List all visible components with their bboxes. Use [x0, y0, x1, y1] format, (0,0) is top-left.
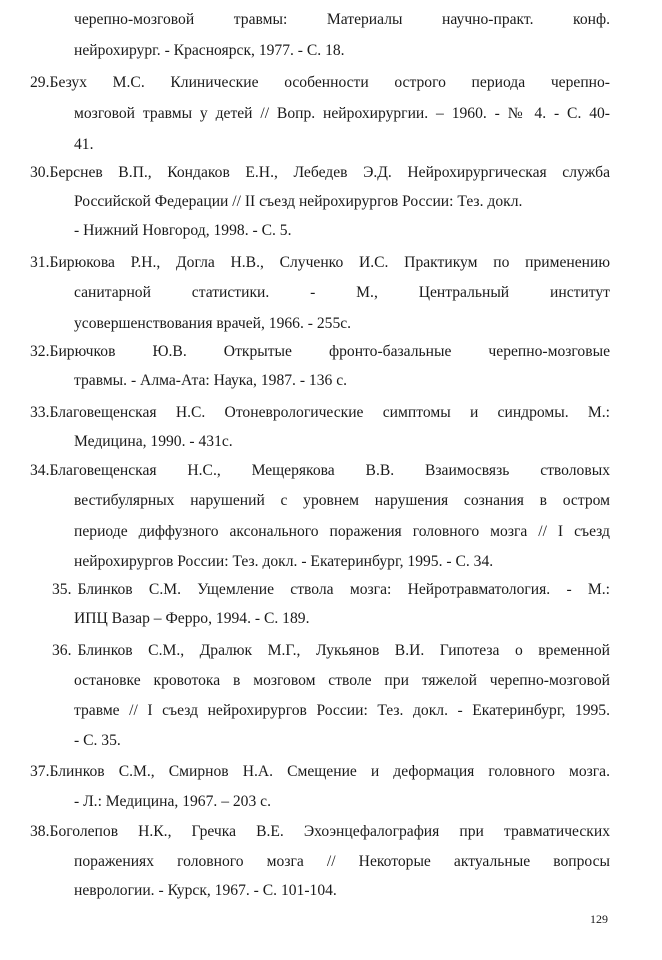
reference-number: 33.	[30, 404, 50, 421]
reference-line: санитарной статистики. - М., Центральный институт	[74, 284, 610, 301]
reference-line: вестибулярных нарушений с уровнем нарушения сознания в остром	[74, 492, 610, 509]
reference-line: усовершенствования врачей, 1966. - 255с.	[74, 315, 352, 332]
reference-line-first	[30, 461, 610, 481]
reference-line-first	[30, 403, 610, 423]
reference-number: 32.	[30, 343, 50, 360]
page-number: 129	[590, 912, 608, 926]
reference-line: - С. 35.	[74, 732, 121, 749]
reference-line-first	[30, 822, 610, 842]
reference-line: неврологии. - Курск, 1967. - С. 101-104.	[74, 882, 337, 899]
reference-text: Блинков С.М., Смирнов Н.А. Смещение и деформация головного мозга.	[49, 763, 610, 780]
reference-number: 37.	[30, 763, 50, 780]
reference-line-first	[30, 641, 610, 661]
reference-line: ИПЦ Вазар – Ферро, 1994. - С. 189.	[74, 610, 310, 627]
reference-line-first	[30, 163, 610, 183]
reference-number: 30.	[30, 164, 50, 181]
reference-line: нейрохирургов России: Тез. докл. - Екатеринбург, 1995. - С. 34.	[74, 553, 494, 570]
reference-text: Бирюкова Р.Н., Догла Н.В., Слученко И.С. Практикум по применению	[49, 254, 610, 271]
reference-number: 34.	[30, 462, 50, 479]
reference-line: 41.	[74, 136, 94, 153]
reference-text: Боголепов Н.К., Гречка В.Е. Эхоэнцефалография при травматических	[49, 823, 610, 840]
reference-text: Блинков С.М. Ущемление ствола мозга: Нейротравматология. - М.:	[77, 581, 610, 598]
reference-line: остановке кровотока в мозговом стволе при тяжелой черепно-мозговой	[74, 672, 610, 689]
reference-line-first	[30, 73, 610, 93]
reference-line-first	[30, 580, 610, 600]
reference-text: Блинков С.М., Дралюк М.Г., Лукьянов В.И. Гипотеза о временной	[77, 642, 610, 659]
reference-text: Бирючков Ю.В. Открытые фронто-базальные черепно-мозговые	[49, 343, 610, 360]
reference-line: черепно-мозговой травмы: Материалы научно-практ. конф.	[74, 11, 610, 28]
reference-line: нейрохирург. - Красноярск, 1977. - С. 18.	[74, 42, 345, 59]
reference-line: - Л.: Медицина, 1967. – 203 с.	[74, 793, 271, 810]
reference-number: 31.	[30, 254, 50, 271]
reference-text: Благовещенская Н.С., Мещерякова В.В. Взаимосвязь стволовых	[49, 462, 610, 479]
reference-line: мозговой травмы у детей // Вопр. нейрохирургии. – 1960. - № 4. - С. 40-	[74, 105, 610, 122]
reference-line-first	[30, 762, 610, 782]
reference-text: Безух М.С. Клинические особенности острого периода черепно-	[49, 74, 610, 91]
reference-line: периоде диффузного аксонального поражения головного мозга // I съезд	[74, 523, 610, 540]
reference-number: 29.	[30, 74, 50, 91]
reference-number: 38.	[30, 823, 50, 840]
reference-line: Медицина, 1990. - 431с.	[74, 433, 233, 450]
reference-line: Российской Федерации // II съезд нейрохирургов России: Тез. докл.	[74, 193, 523, 210]
reference-number: 35.	[52, 581, 72, 598]
reference-line: - Нижний Новгород, 1998. - С. 5.	[74, 222, 292, 239]
reference-number: 36.	[52, 642, 72, 659]
reference-line-first	[30, 253, 610, 273]
reference-text: Берснев В.П., Кондаков Е.Н., Лебедев Э.Д. Нейрохирургическая служба	[49, 164, 610, 181]
reference-text: Благовещенская Н.С. Отоневрологические симптомы и синдромы. М.:	[49, 404, 610, 421]
reference-line: травмы. - Алма-Ата: Наука, 1987. - 136 с.	[74, 372, 348, 389]
reference-line: поражениях головного мозга // Некоторые актуальные вопросы	[74, 853, 610, 870]
reference-line-first	[30, 342, 610, 362]
reference-line: травме // I съезд нейрохирургов России: Тез. докл. - Екатеринбург, 1995.	[74, 702, 610, 719]
